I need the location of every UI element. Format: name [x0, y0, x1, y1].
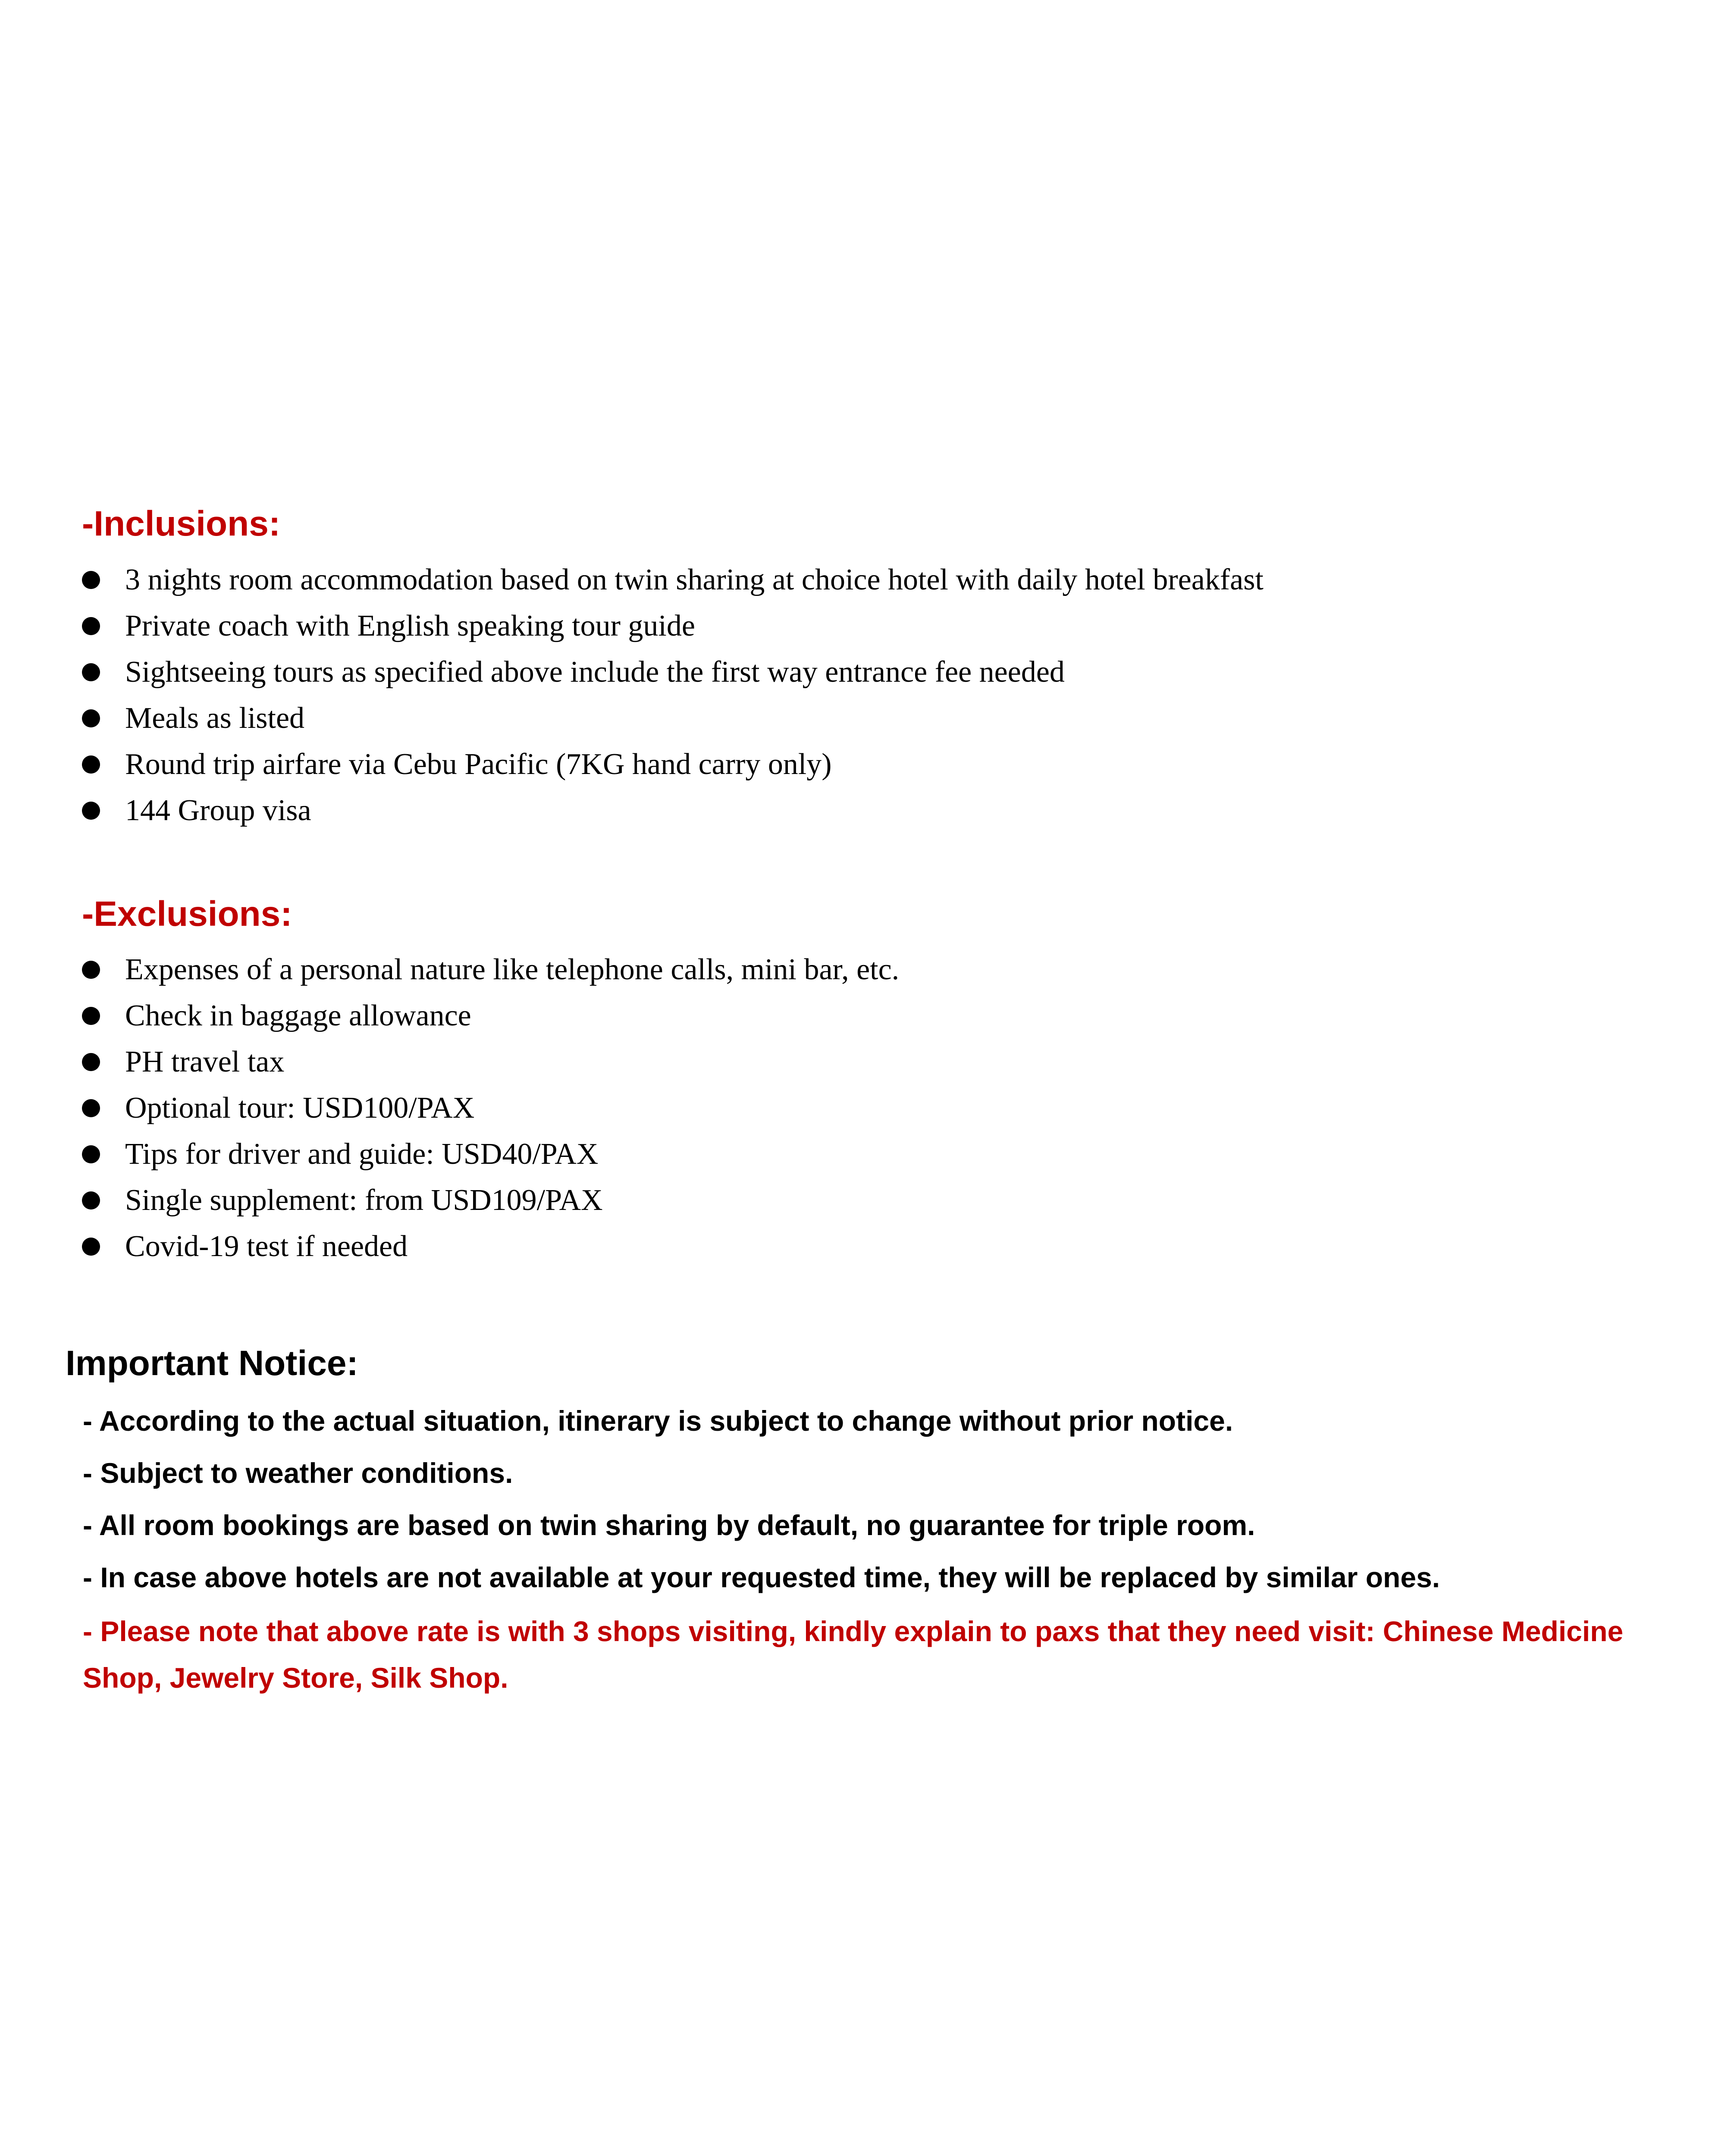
bullet-icon — [82, 961, 100, 979]
list-item — [82, 787, 1264, 834]
exclusion-text: Tips for driver and guide: USD40/PAX — [125, 1137, 599, 1171]
bullet-icon — [82, 1238, 100, 1256]
notice-line: - In case above hotels are not available at your requested time, they will be replaced by similar ones. — [83, 1561, 1440, 1593]
list-item — [82, 557, 1264, 603]
exclusions-heading: -Exclusions: — [82, 894, 292, 934]
list-item — [82, 993, 899, 1039]
bullet-icon — [82, 571, 100, 589]
exclusions-list — [82, 946, 899, 1269]
exclusion-text: Check in baggage allowance — [125, 999, 471, 1032]
list-item — [82, 741, 1264, 787]
exclusion-text: Single supplement: from USD109/PAX — [125, 1183, 603, 1217]
exclusion-text: Covid-19 test if needed — [125, 1229, 408, 1263]
inclusion-text: Meals as listed — [125, 701, 305, 735]
bullet-icon — [82, 802, 100, 820]
notice-list — [83, 1395, 1652, 1701]
list-item — [82, 1223, 899, 1269]
shopping-notice: - Please note that above rate is with 3 shops visiting, kindly explain to paxs that they need visit: Chinese Medicine Shop, Jewelry Store, Silk Shop. — [83, 1615, 1624, 1694]
list-item — [82, 649, 1264, 695]
notice-line: - All room bookings are based on twin sharing by default, no guarantee for triple room. — [83, 1509, 1255, 1541]
bullet-icon — [82, 1099, 100, 1117]
inclusion-text: Sightseeing tours as specified above include the first way entrance fee needed — [125, 655, 1065, 689]
list-item — [82, 1131, 899, 1177]
inclusion-text: Private coach with English speaking tour guide — [125, 609, 695, 642]
list-item — [82, 695, 1264, 741]
inclusions-list — [82, 557, 1264, 834]
bullet-icon — [82, 1145, 100, 1163]
list-item — [82, 603, 1264, 649]
list-item — [82, 1039, 899, 1085]
bullet-icon — [82, 755, 100, 774]
list-item — [82, 946, 899, 993]
exclusion-text: PH travel tax — [125, 1045, 285, 1078]
inclusion-text: Round trip airfare via Cebu Pacific (7KG hand carry only) — [125, 747, 832, 781]
inclusion-text: 144 Group visa — [125, 793, 311, 827]
exclusion-text: Optional tour: USD100/PAX — [125, 1091, 475, 1125]
bullet-icon — [82, 1007, 100, 1025]
notice-line: - Subject to weather conditions. — [83, 1457, 513, 1489]
inclusion-text: 3 nights room accommodation based on twin sharing at choice hotel with daily hotel breakfast — [125, 563, 1264, 596]
notice-line: - According to the actual situation, itinerary is subject to change without prior notice. — [83, 1405, 1233, 1437]
notice-heading: Important Notice: — [66, 1344, 358, 1383]
list-item — [82, 1085, 899, 1131]
bullet-icon — [82, 663, 100, 681]
bullet-icon — [82, 709, 100, 727]
bullet-icon — [82, 617, 100, 635]
bullet-icon — [82, 1053, 100, 1071]
list-item — [82, 1177, 899, 1223]
inclusions-heading: -Inclusions: — [82, 504, 281, 543]
bullet-icon — [82, 1191, 100, 1210]
exclusion-text: Expenses of a personal nature like telephone calls, mini bar, etc. — [125, 953, 900, 986]
